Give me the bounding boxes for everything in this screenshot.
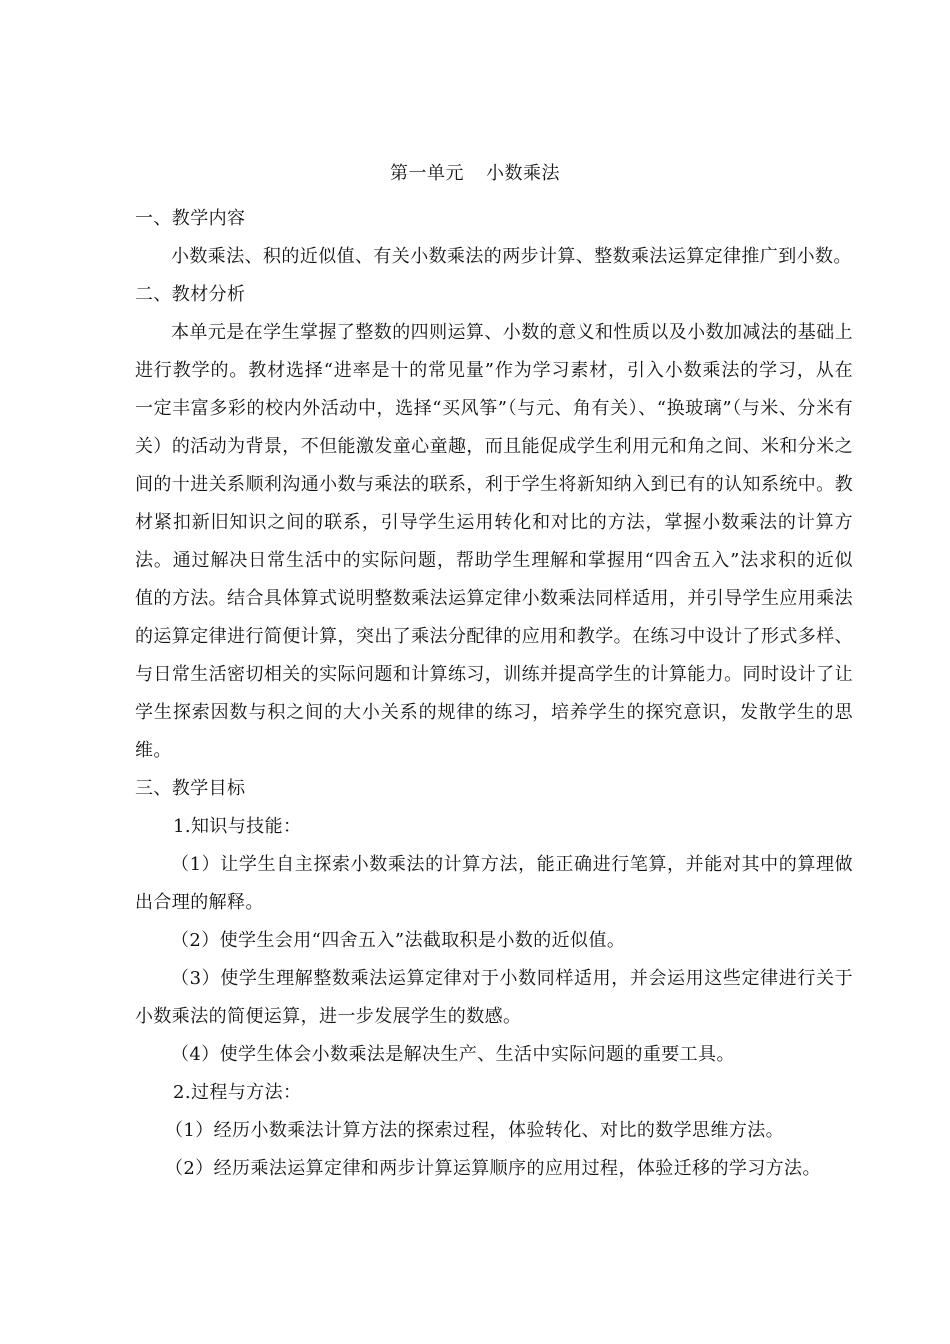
section-heading-content: 一、教学内容: [135, 208, 246, 229]
document-body: [135, 200, 853, 1188]
knowledge-item-1: （1）让学生自主探索小数乘法的计算方法，能正确进行笔算，并能对其中的算理做出合理的解释。: [135, 854, 853, 913]
content-paragraph: 小数乘法、积的近似值、有关小数乘法的两步计算、整数乘法运算定律推广到小数。: [171, 246, 852, 267]
process-item-2: （2）经历乘法运算定律和两步计算运算顺序的应用过程，体验迁移的学习方法。: [165, 1158, 821, 1179]
document-title: [0, 161, 950, 187]
knowledge-item-3: （3）使学生理解整数乘法运算定律对于小数同样适用，并会运用这些定律进行关于小数乘法的简便运算，进一步发展学生的数感。: [135, 968, 853, 1027]
process-item-1: （1）经历小数乘法计算方法的探索过程，体验转化、对比的数学思维方法。: [165, 1120, 785, 1141]
knowledge-item-2: （2）使学生会用“四舍五入”法截取积是小数的近似值。: [171, 930, 626, 951]
knowledge-heading: 1.知识与技能：: [173, 816, 302, 837]
analysis-paragraph: 本单元是在学生掌握了整数的四则运算、小数的意义和性质以及小数加减法的基础上进行教学的。教材选择“进率是十的常见量”作为学习素材，引入小数乘法的学习，从在一定丰富多彩的校内外活动中，选择“买风筝”（与元、角有关）、“换玻璃”（与米、分米有关）的活动为背景，不但能激发童心童趣，而且能促成学生利用元和角之间、米和分米之间的十进关系顺利沟通小数与乘法的联系，利于学生将新知纳入到已有的认知系统中。教材紧扣新旧知识之间的联系，引导学生运用转化和对比的方法，掌握小数乘法的计算方法。通过解决日常生活中的实际问题，帮助学生理解和掌握用“四舍五入”法求积的近似值的方法。结合具体算式说明整数乘法运算定律小数乘法同样适用，并引导学生应用乘法的运算定律进行简便计算，突出了乘法分配律的应用和教学。在练习中设计了形式多样、与日常生活密切相关的实际问题和计算练习，训练并提高学生的计算能力。同时设计了让学生探索因数与积之间的大小关系的规律的练习，培养学生的探究意识，发散学生的思维。: [135, 322, 853, 761]
section-heading-goals: 三、教学目标: [135, 778, 246, 799]
knowledge-item-4: （4）使学生体会小数乘法是解决生产、生活中实际问题的重要工具。: [171, 1044, 735, 1065]
process-heading: 2.过程与方法：: [173, 1082, 302, 1103]
title-topic: 小数乘法: [486, 163, 560, 184]
title-unit: 第一单元: [390, 163, 464, 184]
section-heading-analysis: 二、教材分析: [135, 284, 246, 305]
